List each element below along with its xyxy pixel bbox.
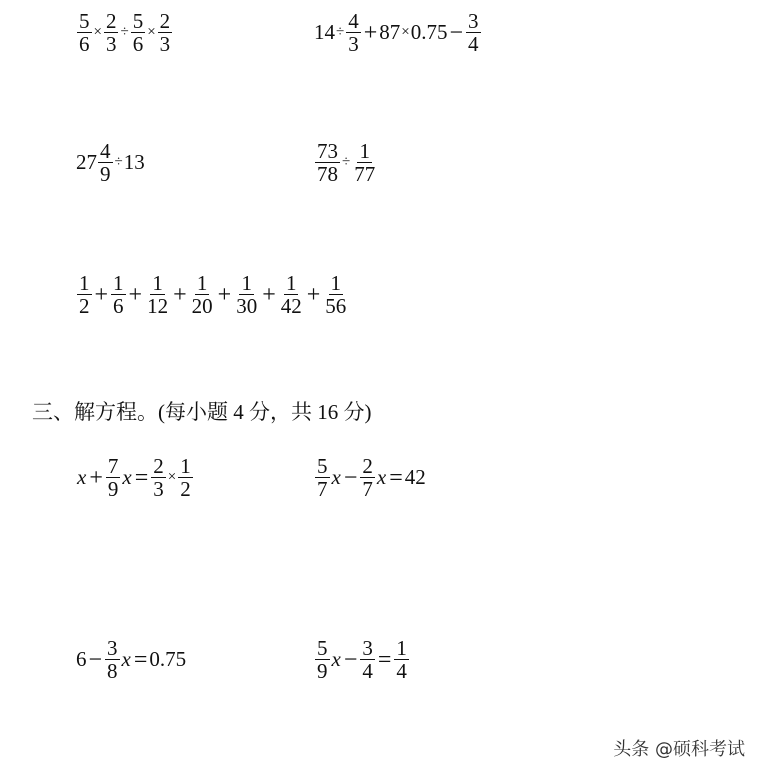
fraction (77, 272, 92, 317)
problem-5 (76, 272, 349, 317)
denominator: 3 (153, 477, 164, 501)
denominator: 12 (147, 294, 169, 318)
equals-sign: = (389, 464, 403, 491)
equation-3 (76, 637, 186, 682)
denominator: 78 (317, 162, 338, 186)
numerator: 2 (153, 454, 164, 478)
denominator: 30 (236, 294, 258, 318)
minus-sign: − (343, 464, 358, 491)
numerator: 1 (113, 271, 124, 295)
fraction (178, 455, 193, 500)
numerator: 7 (107, 454, 119, 478)
numerator: 1 (79, 271, 90, 295)
denominator: 4 (468, 32, 479, 56)
numerator: 5 (132, 9, 144, 33)
fraction (190, 272, 215, 317)
denominator: 2 (180, 477, 191, 501)
denominator: 6 (132, 32, 144, 56)
watermark-text: 头条 @硕科考试 (613, 739, 745, 760)
denominator: 7 (317, 477, 328, 501)
numerator: 1 (359, 139, 370, 163)
denominator: 4 (396, 659, 407, 683)
denominator: 3 (159, 32, 171, 56)
number: 42 (404, 465, 426, 489)
fraction (234, 272, 259, 317)
denominator: 8 (107, 659, 118, 683)
number: 0.75 (410, 20, 448, 44)
number: 14 (314, 20, 335, 44)
denominator: 4 (362, 659, 373, 683)
fraction (131, 10, 146, 55)
numerator: 5 (79, 9, 90, 33)
times-sign: × (401, 24, 410, 40)
fraction (394, 637, 409, 682)
equation-1 (76, 455, 194, 500)
denominator: 56 (325, 294, 347, 318)
fraction (315, 637, 330, 682)
minus-sign: − (88, 646, 103, 673)
problem-1 (76, 10, 173, 55)
equation-2 (314, 455, 426, 500)
numerator: 73 (317, 139, 338, 163)
plus-sign: + (217, 281, 232, 308)
numerator: 1 (396, 636, 407, 660)
variable-x: x (331, 647, 341, 671)
fraction (279, 272, 304, 317)
denominator: 7 (362, 477, 373, 501)
fraction (315, 140, 340, 185)
numerator: 4 (100, 139, 111, 163)
plus-sign: + (128, 281, 143, 308)
denominator: 77 (354, 162, 376, 186)
denominator: 42 (280, 294, 302, 318)
fraction (106, 455, 121, 500)
variable-x: x (376, 465, 387, 489)
fraction (360, 455, 375, 500)
numerator: 1 (152, 271, 163, 295)
numerator: 4 (348, 9, 359, 33)
fraction (145, 272, 170, 317)
times-sign: × (93, 24, 102, 40)
variable-x: x (122, 465, 132, 489)
fraction (315, 455, 330, 500)
denominator: 9 (100, 162, 111, 186)
fraction (151, 455, 166, 500)
fraction (98, 140, 113, 185)
number: 13 (123, 150, 145, 174)
numerator: 2 (362, 454, 373, 478)
problem-3 (76, 140, 145, 185)
variable-x: x (121, 647, 131, 671)
equation-4 (314, 637, 410, 682)
divide-sign: ÷ (336, 24, 345, 40)
equals-sign: = (377, 646, 392, 673)
numerator: 1 (330, 271, 342, 295)
denominator: 9 (107, 477, 119, 501)
denominator: 3 (348, 32, 359, 56)
denominator: 2 (79, 294, 90, 318)
minus-sign: − (449, 19, 464, 46)
numerator: 1 (180, 454, 191, 478)
plus-sign: + (94, 281, 109, 308)
number: 87 (379, 20, 401, 44)
fraction (346, 10, 361, 55)
variable-x: x (77, 465, 87, 489)
variable-x: x (331, 465, 341, 489)
fraction (158, 10, 173, 55)
problem-4 (314, 140, 378, 185)
fraction (352, 140, 377, 185)
number: 0.75 (149, 647, 187, 671)
plus-sign: + (363, 19, 378, 46)
divide-sign: ÷ (342, 154, 351, 170)
plus-sign: + (173, 281, 187, 308)
numerator: 1 (285, 271, 297, 295)
plus-sign: + (89, 464, 103, 491)
fraction (105, 637, 120, 682)
number: 27 (76, 150, 97, 174)
fraction (360, 637, 375, 682)
denominator: 6 (113, 294, 124, 318)
divide-sign: ÷ (114, 154, 123, 170)
numerator: 2 (105, 9, 117, 33)
fraction (104, 10, 119, 55)
fraction (111, 272, 126, 317)
denominator: 6 (79, 32, 90, 56)
numerator: 3 (468, 9, 479, 33)
fraction (466, 10, 481, 55)
equals-sign: = (133, 646, 148, 673)
equals-sign: = (134, 464, 149, 491)
plus-sign: + (262, 281, 276, 308)
numerator: 1 (241, 271, 252, 295)
problem-2 (314, 10, 482, 55)
fraction (77, 10, 92, 55)
numerator: 5 (317, 454, 328, 478)
minus-sign: − (343, 646, 358, 673)
fraction (323, 272, 348, 317)
number: 6 (76, 647, 87, 671)
numerator: 2 (159, 9, 171, 33)
times-sign: × (167, 469, 177, 485)
section-title: 三、解方程。(每小题 4 分，共 16 分) (32, 400, 372, 424)
denominator: 9 (317, 659, 328, 683)
denominator: 20 (191, 294, 213, 318)
divide-sign: ÷ (120, 24, 129, 40)
denominator: 3 (105, 32, 117, 56)
numerator: 1 (196, 271, 208, 295)
numerator: 5 (317, 636, 328, 660)
numerator: 3 (107, 636, 118, 660)
times-sign: × (147, 24, 156, 40)
plus-sign: + (306, 281, 321, 308)
numerator: 3 (362, 636, 373, 660)
